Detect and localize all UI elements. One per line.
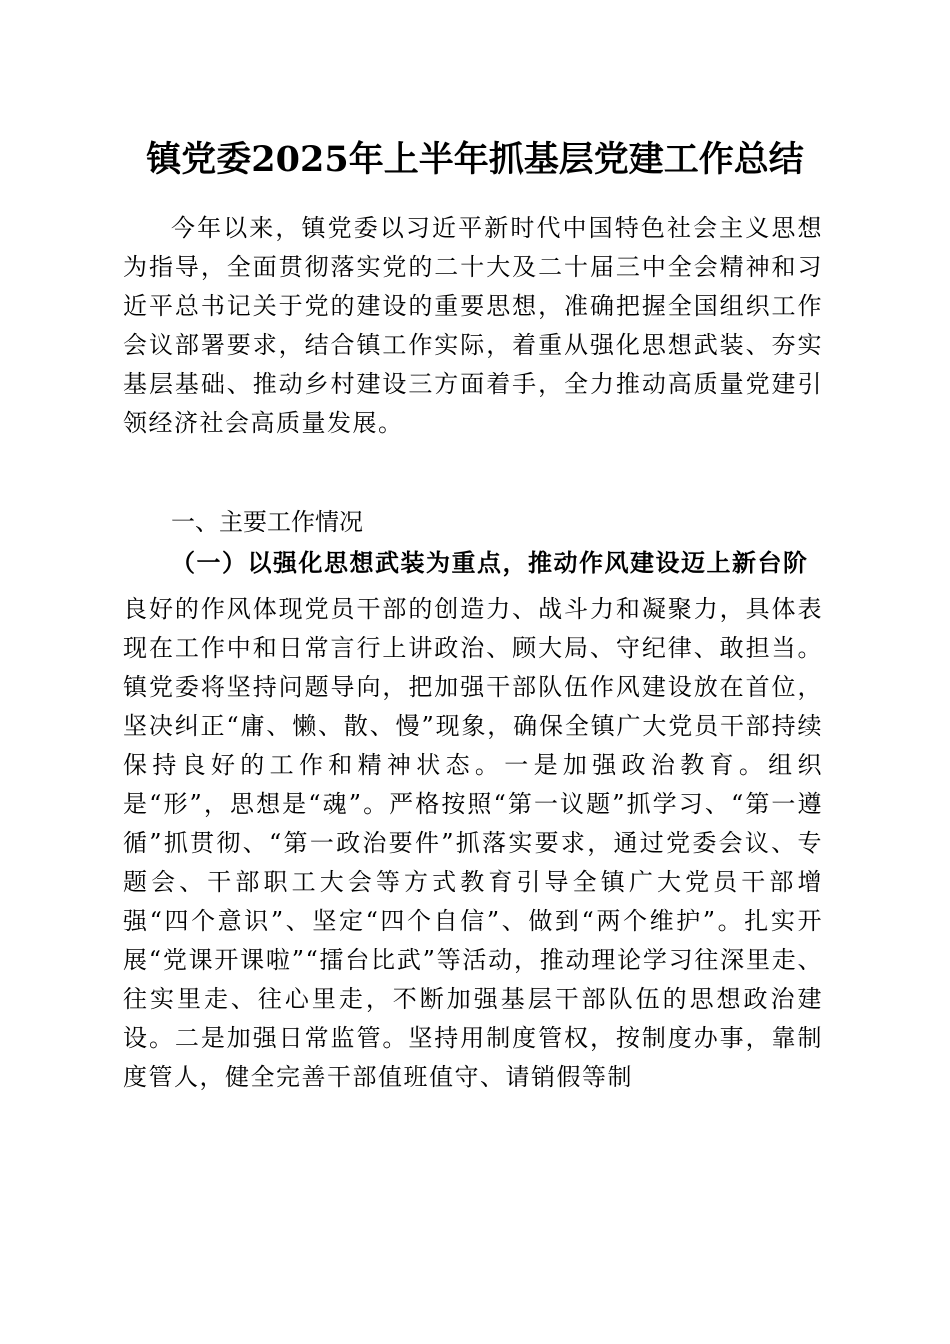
subsection1-block (123, 543, 823, 582)
subsection1-heading: （一）以强化思想武装为重点，推动作风建设迈上新台阶 (171, 548, 809, 577)
section1-heading: 一、主要工作情况 (171, 508, 363, 536)
section1-block (123, 503, 823, 542)
subsection1-paragraph: 良好的作风体现党员干部的创造力、战斗力和凝聚力，具体表现在工作中和日常言行上讲政治、顾大局、守纪律、敢担当。镇党委将坚持问题导向，把加强干部队伍作风建设放在首位，坚决纠正“庸、懒、散、慢”现象，确保全镇广大党员干部持续保持良好的工作和精神状态。一是加强政治教育。组织是“形”，思想是“魂”。严格按照“第一议题”抓学习、“第一遵循”抓贯彻、“第一政治要件”抓落实要求，通过党委会议、专题会、干部职工大会等方式教育引导全镇广大党员干部增强“四个意识”、坚定“四个自信”、做到“两个维护”。扎实开展“党课开课啦”“擂台比武”等活动，推动理论学习往深里走、往实里走、往心里走，不断加强基层干部队伍的思想政治建设。二是加强日常监管。坚持用制度管权，按制度办事，靠制度管人，健全完善干部值班值守、请销假等制 (123, 595, 823, 1091)
intro-paragraph: 今年以来，镇党委以习近平新时代中国特色社会主义思想为指导，全面贯彻落实党的二十大及二十届三中全会精神和习近平总书记关于党的建设的重要思想，准确把握全国组织工作会议部署要求，结合镇工作实际，着重从强化思想武装、夯实基层基础、推动乡村建设三方面着手，全力推动高质量党建引领经济社会高质量发展。 (123, 214, 823, 437)
document-title: 镇党委2025年上半年抓基层党建工作总结 (146, 139, 804, 180)
subsection1-body-block (123, 590, 823, 1097)
intro-block (123, 209, 823, 443)
